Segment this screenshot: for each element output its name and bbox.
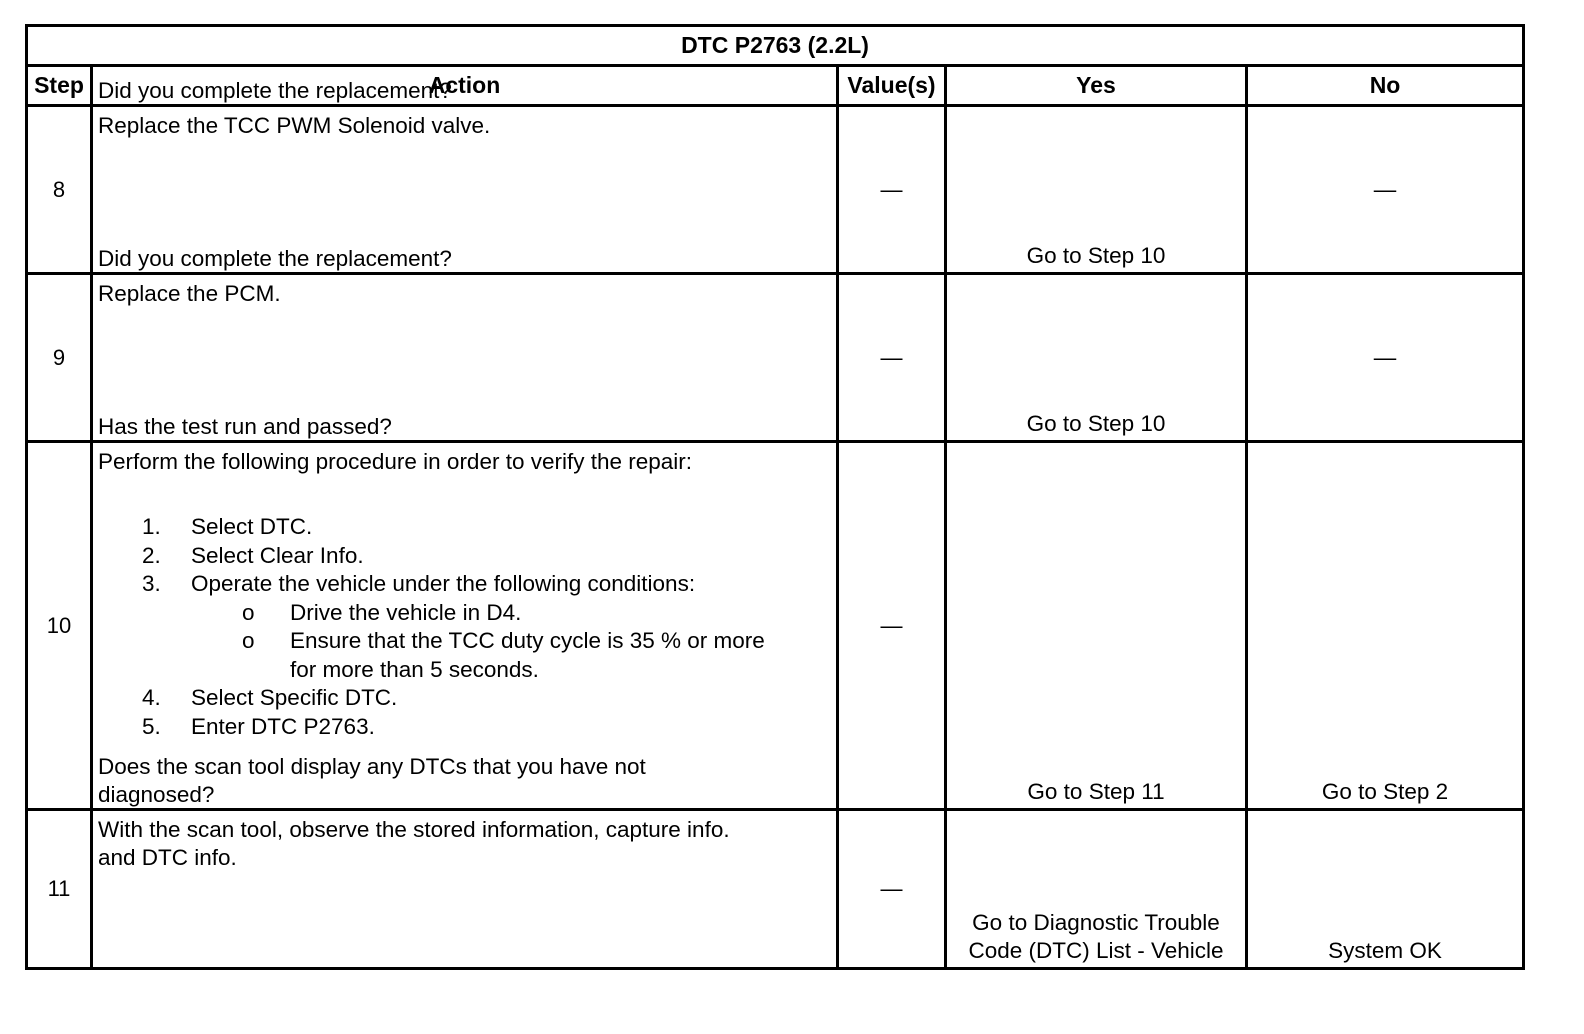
procedure-substep <box>93 627 836 656</box>
procedure-step <box>93 570 836 599</box>
procedure-substep-text: Drive the vehicle in D4. <box>290 599 522 625</box>
bullet-icon: o <box>242 599 255 625</box>
no-cell <box>1247 810 1524 969</box>
yes-cell <box>946 106 1247 274</box>
action-question: Did you complete the replacement? <box>98 246 452 271</box>
procedure-step-number: 2. <box>142 542 161 568</box>
procedure-step <box>93 542 836 571</box>
action-question: Did you complete the replacement? <box>98 78 452 103</box>
step-number: 8 <box>27 106 92 274</box>
value-cell: — <box>838 106 946 274</box>
yes-link-step-10[interactable]: Go to Step 10 <box>1026 411 1166 436</box>
yes-cell <box>946 810 1247 969</box>
header-values: Value(s) <box>838 66 946 106</box>
procedure-step-text: Operate the vehicle under the following conditions: <box>191 571 696 596</box>
yes-cell <box>946 442 1247 810</box>
action-instruction <box>98 816 828 872</box>
no-link-step-2[interactable]: Go to Step 2 <box>1321 779 1449 804</box>
header-step: Step <box>27 66 92 106</box>
header-no: No <box>1247 66 1524 106</box>
step-number: 10 <box>27 442 92 810</box>
step-number: 11 <box>27 810 92 969</box>
yes-link-line: Go to Diagnostic Trouble <box>972 910 1220 935</box>
no-cell <box>1247 274 1524 442</box>
action-instruction: Replace the PCM. <box>98 281 281 306</box>
procedure-step-number: 3. <box>142 571 161 596</box>
step-number: 9 <box>27 274 92 442</box>
table-title: DTC P2763 (2.2L) <box>27 26 1524 66</box>
action-instruction: Replace the TCC PWM Solenoid valve. <box>98 113 491 138</box>
bullet-icon: o <box>242 628 255 653</box>
value-cell: — <box>838 810 946 969</box>
header-yes: Yes <box>946 66 1247 106</box>
table-row-step-11 <box>27 810 1524 969</box>
procedure-step-number: 1. <box>142 514 161 539</box>
action-question: Has the test run and passed? <box>98 414 392 439</box>
action-instruction: Perform the following procedure in order to verify the repair: <box>98 449 693 474</box>
no-value: — <box>1373 344 1397 370</box>
procedure-substep-text: Ensure that the TCC duty cycle is 35 % or more <box>290 628 765 653</box>
procedure-substep-text: for more than 5 seconds. <box>290 656 539 682</box>
no-cell <box>1247 442 1524 810</box>
header-action: Action <box>92 66 838 106</box>
yes-link-step-11[interactable]: Go to Step 11 <box>1027 779 1165 804</box>
procedure-step <box>93 684 836 713</box>
no-cell <box>1247 106 1524 274</box>
no-result-system-ok: System OK <box>1328 938 1442 963</box>
action-cell <box>92 754 838 969</box>
yes-cell <box>946 274 1247 442</box>
action-instruction-line: and DTC info. <box>98 845 237 870</box>
action-question-line: diagnosed? <box>98 782 215 807</box>
procedure-step-text: Enter DTC P2763. <box>191 713 375 739</box>
procedure-substep <box>93 599 836 628</box>
no-value: — <box>1373 176 1397 202</box>
procedure-step <box>93 513 836 542</box>
yes-link-dtc-list[interactable] <box>947 909 1245 965</box>
procedure-step-number: 5. <box>142 713 161 739</box>
procedure-step-text: Select Clear Info. <box>191 542 364 568</box>
yes-link-step-10[interactable]: Go to Step 10 <box>1026 243 1166 268</box>
yes-link-line: Code (DTC) List - Vehicle <box>968 938 1224 963</box>
value-cell: — <box>838 442 946 810</box>
procedure-step <box>93 713 836 742</box>
action-question-line: Does the scan tool display any DTCs that you have not <box>98 754 646 779</box>
value-cell: — <box>838 274 946 442</box>
procedure-substep-continuation <box>93 656 836 685</box>
procedure-step-text: Select DTC. <box>191 514 313 539</box>
action-question <box>98 753 828 809</box>
procedure-step-text: Select Specific DTC. <box>191 685 398 710</box>
procedure-list <box>93 513 836 741</box>
procedure-step-number: 4. <box>142 685 161 710</box>
dtc-table <box>25 24 1525 970</box>
action-instruction-line: With the scan tool, observe the stored information, capture info. <box>98 817 730 842</box>
